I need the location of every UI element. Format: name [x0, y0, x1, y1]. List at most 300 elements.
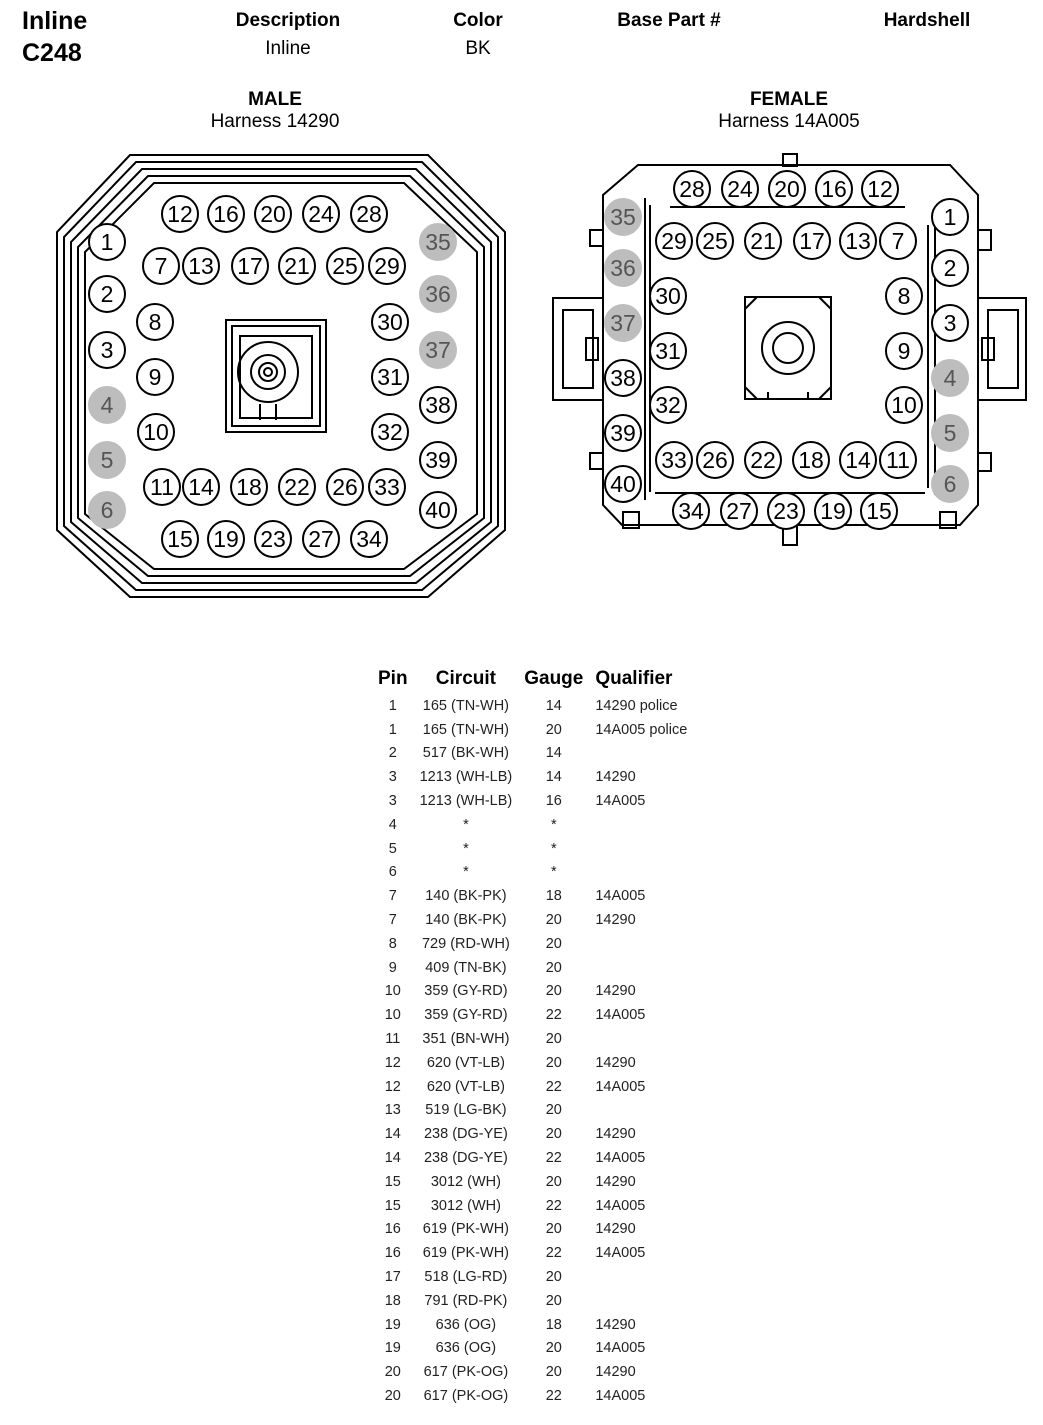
male-pin-label: 37	[425, 337, 451, 363]
male-pin-label: 20	[260, 201, 286, 227]
cell-gauge: 20	[545, 1173, 562, 1190]
pin-column-header: Pin	[378, 668, 408, 689]
cell-gauge: 20	[545, 1126, 562, 1143]
cell-qualifier: 14290	[595, 1364, 636, 1381]
pin-table-header	[372, 668, 693, 694]
female-pin-27	[721, 493, 757, 529]
cell-circuit: 238 (DG-YE)	[423, 1150, 508, 1167]
male-pin-label: 10	[143, 419, 169, 445]
male-pin-label: 7	[154, 253, 168, 279]
male-pins	[89, 196, 456, 557]
table-row	[372, 837, 693, 861]
male-pin-label: 32	[377, 419, 403, 445]
female-pin-label: 17	[799, 228, 825, 254]
connector-code: C248	[22, 39, 82, 67]
female-pin-label: 23	[773, 498, 799, 524]
male-pin-22	[279, 469, 315, 505]
table-row	[372, 1360, 693, 1384]
female-harness: Harness 14A005	[718, 111, 860, 132]
female-pin-1	[932, 199, 968, 235]
cell-pin: 11	[385, 1031, 401, 1048]
cell-qualifier: 14A005	[595, 888, 646, 905]
male-pin-36	[420, 276, 456, 312]
header-base-part-label: Base Part #	[617, 10, 721, 31]
female-pin-40	[605, 466, 641, 502]
male-pin-label: 8	[148, 309, 162, 335]
female-pin-label: 34	[678, 498, 704, 524]
connector-type: Inline	[22, 7, 88, 35]
male-pin-3	[89, 332, 125, 368]
female-pin-label: 4	[943, 365, 957, 391]
female-pin-21	[745, 223, 781, 259]
cell-pin: 6	[388, 864, 397, 881]
cell-gauge: 20	[545, 912, 562, 929]
female-pin-20	[769, 171, 805, 207]
male-pin-label: 21	[284, 253, 310, 279]
table-row	[372, 956, 693, 980]
female-pin-label: 6	[943, 471, 957, 497]
cell-pin: 1	[388, 721, 397, 738]
table-row	[372, 1194, 693, 1218]
female-pin-10	[886, 387, 922, 423]
cell-circuit: 238 (DG-YE)	[423, 1126, 508, 1143]
table-row	[372, 908, 693, 932]
male-harness: Harness 14290	[210, 111, 340, 132]
table-row	[372, 884, 693, 908]
male-pin-33	[369, 469, 405, 505]
male-pin-15	[162, 521, 198, 557]
male-pin-13	[183, 248, 219, 284]
male-pin-label: 4	[100, 392, 114, 418]
female-pin-label: 8	[897, 283, 911, 309]
male-pin-label: 6	[100, 497, 114, 523]
cell-gauge: 20	[545, 1340, 562, 1357]
cell-circuit: 359 (GY-RD)	[424, 1007, 508, 1024]
cell-gauge: 14	[545, 745, 562, 762]
qualifier-column-header: Qualifier	[595, 668, 673, 689]
table-row	[372, 789, 693, 813]
female-pin-label: 12	[867, 176, 893, 202]
male-pin-34	[351, 521, 387, 557]
female-pin-30	[650, 278, 686, 314]
male-pin-20	[255, 196, 291, 232]
male-pin-label: 31	[377, 364, 403, 390]
female-pin-label: 13	[845, 228, 871, 254]
male-pin-28	[351, 196, 387, 232]
male-pin-39	[420, 442, 456, 478]
cell-circuit: 636 (OG)	[435, 1316, 497, 1333]
female-pin-4	[932, 360, 968, 396]
cell-qualifier: 14290	[595, 983, 636, 1000]
female-pin-label: 5	[943, 420, 957, 446]
table-row	[372, 765, 693, 789]
male-pin-label: 9	[148, 364, 162, 390]
cell-circuit: 791 (RD-PK)	[424, 1292, 508, 1309]
male-pin-label: 16	[213, 201, 239, 227]
cell-circuit: 351 (BN-WH)	[422, 1031, 510, 1048]
cell-pin: 18	[384, 1292, 401, 1309]
male-label: MALE	[248, 89, 302, 110]
female-pin-label: 35	[610, 204, 636, 230]
cell-qualifier: 14A005	[595, 1197, 646, 1214]
female-pin-label: 37	[610, 310, 636, 336]
female-pin-label: 20	[774, 176, 800, 202]
table-row	[372, 694, 693, 718]
male-pin-label: 22	[284, 474, 310, 500]
male-pin-11	[144, 469, 180, 505]
table-row	[372, 718, 693, 742]
female-pin-24	[722, 171, 758, 207]
female-pin-38	[605, 360, 641, 396]
cell-qualifier	[589, 813, 693, 837]
female-pin-19	[815, 493, 851, 529]
female-pin-29	[656, 223, 692, 259]
female-pin-label: 33	[661, 447, 687, 473]
female-label: FEMALE	[749, 89, 829, 110]
male-pin-6	[89, 492, 125, 528]
male-pin-23	[255, 521, 291, 557]
cell-qualifier	[589, 837, 693, 861]
female-pin-label: 27	[726, 498, 752, 524]
male-pin-17	[232, 248, 268, 284]
male-pin-1	[89, 224, 125, 260]
cell-pin: 15	[384, 1197, 401, 1214]
female-pin-label: 22	[750, 447, 776, 473]
female-pin-17	[794, 223, 830, 259]
connector-diagrams	[0, 0, 1043, 640]
table-row	[372, 1218, 693, 1242]
cell-gauge: 22	[545, 1150, 562, 1167]
cell-pin: 13	[384, 1102, 401, 1119]
female-pin-label: 21	[750, 228, 776, 254]
female-pin-label: 3	[943, 310, 957, 336]
table-row	[372, 1122, 693, 1146]
male-pin-label: 34	[356, 526, 382, 552]
cell-pin: 14	[384, 1150, 401, 1167]
cell-circuit: 729 (RD-WH)	[421, 935, 510, 952]
female-pin-39	[605, 415, 641, 451]
cell-circuit: 619 (PK-WH)	[422, 1245, 509, 1262]
female-pin-label: 29	[661, 228, 687, 254]
cell-pin: 20	[384, 1364, 401, 1381]
female-pin-23	[768, 493, 804, 529]
female-pin-12	[862, 171, 898, 207]
table-row	[372, 1051, 693, 1075]
male-pin-25	[327, 248, 363, 284]
male-pin-2	[89, 276, 125, 312]
male-pin-8	[137, 304, 173, 340]
cell-pin: 10	[384, 983, 401, 1000]
male-pin-27	[303, 521, 339, 557]
cell-circuit: 3012 (WH)	[430, 1173, 501, 1190]
male-pin-35	[420, 224, 456, 260]
cell-gauge: 18	[545, 888, 562, 905]
cell-pin: 20	[384, 1388, 401, 1404]
cell-pin: 19	[384, 1316, 401, 1333]
cell-qualifier: 14290	[595, 1316, 636, 1333]
gauge-column-header: Gauge	[524, 668, 584, 689]
cell-gauge: 20	[545, 1292, 562, 1309]
cell-pin: 14	[384, 1126, 401, 1143]
cell-qualifier	[589, 932, 693, 956]
male-pin-label: 29	[374, 253, 400, 279]
cell-pin: 3	[388, 769, 397, 786]
female-pin-label: 36	[610, 255, 636, 281]
male-pin-16	[208, 196, 244, 232]
male-pin-label: 25	[332, 253, 358, 279]
male-pin-label: 18	[236, 474, 262, 500]
female-pin-label: 38	[610, 365, 636, 391]
cell-gauge: 20	[545, 983, 562, 1000]
female-pin-label: 32	[655, 392, 681, 418]
female-pin-label: 7	[891, 228, 905, 254]
female-pin-label: 26	[702, 447, 728, 473]
male-pin-label: 1	[100, 229, 114, 255]
cell-qualifier: 14290	[595, 769, 636, 786]
male-pin-31	[372, 359, 408, 395]
female-pin-35	[605, 199, 641, 235]
male-pin-label: 14	[188, 474, 214, 500]
cell-qualifier: 14A005	[595, 793, 646, 810]
female-pin-label: 30	[655, 283, 681, 309]
cell-circuit: 617 (PK-OG)	[423, 1364, 509, 1381]
male-pin-21	[279, 248, 315, 284]
male-pin-label: 28	[356, 201, 382, 227]
header-color-value: BK	[465, 38, 491, 59]
female-pin-label: 25	[702, 228, 728, 254]
cell-circuit: 1213 (WH-LB)	[419, 793, 513, 810]
cell-circuit: 620 (VT-LB)	[426, 1078, 505, 1095]
cell-circuit: 518 (LG-RD)	[424, 1269, 508, 1286]
male-pin-label: 33	[374, 474, 400, 500]
male-pin-label: 13	[188, 253, 214, 279]
female-pin-label: 14	[845, 447, 871, 473]
female-pin-5	[932, 415, 968, 451]
female-pin-33	[656, 442, 692, 478]
female-pin-label: 28	[679, 176, 705, 202]
male-pin-label: 3	[100, 337, 114, 363]
header-hardshell-label: Hardshell	[883, 10, 971, 31]
cell-gauge: 20	[545, 1221, 562, 1238]
cell-circuit: 636 (OG)	[435, 1340, 497, 1357]
cell-gauge: 20	[545, 1054, 562, 1071]
cell-pin: 7	[388, 912, 397, 929]
cell-gauge: 20	[545, 1031, 562, 1048]
cell-circuit: 1213 (WH-LB)	[419, 769, 513, 786]
cell-gauge: 20	[545, 1364, 562, 1381]
cell-qualifier: 14A005	[595, 1007, 646, 1024]
female-pin-label: 16	[821, 176, 847, 202]
cell-qualifier	[589, 861, 693, 885]
cell-qualifier: 14A005	[595, 1388, 646, 1404]
cell-gauge: 20	[545, 1269, 562, 1286]
table-row	[372, 1289, 693, 1313]
cell-pin: 1	[388, 697, 397, 714]
female-pin-18	[793, 442, 829, 478]
pin-table	[372, 668, 693, 1408]
female-pin-label: 10	[891, 392, 917, 418]
cell-circuit: 140 (BK-PK)	[425, 888, 507, 905]
table-row	[372, 980, 693, 1004]
cell-gauge: 18	[545, 1316, 562, 1333]
table-row	[372, 861, 693, 885]
male-pin-38	[420, 387, 456, 423]
female-pin-16	[816, 171, 852, 207]
cell-circuit: 617 (PK-OG)	[423, 1388, 509, 1404]
header-color-label: Color	[453, 10, 503, 31]
table-row	[372, 1337, 693, 1361]
cell-pin: 9	[388, 959, 397, 976]
cell-pin: 12	[384, 1078, 401, 1095]
male-pin-label: 26	[332, 474, 358, 500]
female-pin-8	[886, 278, 922, 314]
table-row	[372, 1170, 693, 1194]
cell-gauge: 20	[545, 721, 562, 738]
male-pin-label: 15	[167, 526, 193, 552]
female-pin-22	[745, 442, 781, 478]
female-pin-25	[697, 223, 733, 259]
cell-gauge: 14	[545, 697, 562, 714]
cell-circuit: 165 (TN-WH)	[422, 697, 509, 714]
table-row	[372, 1003, 693, 1027]
female-pin-3	[932, 305, 968, 341]
table-row	[372, 1313, 693, 1337]
male-pin-10	[138, 414, 174, 450]
table-row	[372, 1146, 693, 1170]
male-pin-24	[303, 196, 339, 232]
female-pin-26	[697, 442, 733, 478]
cell-qualifier	[589, 742, 693, 766]
male-pin-32	[372, 414, 408, 450]
table-row	[372, 932, 693, 956]
cell-gauge: 20	[545, 1102, 562, 1119]
female-pin-label: 15	[866, 498, 892, 524]
female-pin-37	[605, 305, 641, 341]
cell-pin: 2	[388, 745, 397, 762]
female-pin-15	[861, 493, 897, 529]
female-pin-11	[880, 442, 916, 478]
cell-pin: 3	[388, 793, 397, 810]
female-pin-label: 40	[610, 471, 636, 497]
female-pin-14	[840, 442, 876, 478]
table-row	[372, 1027, 693, 1051]
cell-gauge: *	[550, 816, 557, 833]
male-pin-label: 39	[425, 447, 451, 473]
male-pin-label: 36	[425, 281, 451, 307]
cell-qualifier: 14290	[595, 1126, 636, 1143]
male-pin-label: 35	[425, 229, 451, 255]
cell-circuit: 409 (TN-BK)	[425, 959, 507, 976]
female-pin-31	[650, 333, 686, 369]
cell-pin: 10	[384, 1007, 401, 1024]
cell-pin: 12	[384, 1054, 401, 1071]
female-pin-2	[932, 250, 968, 286]
male-pin-9	[137, 359, 173, 395]
male-pin-37	[420, 332, 456, 368]
cell-qualifier: 14290	[595, 1054, 636, 1071]
female-pin-28	[674, 171, 710, 207]
cell-gauge: 22	[545, 1007, 562, 1024]
female-pin-9	[886, 333, 922, 369]
male-pin-label: 24	[308, 201, 334, 227]
male-pin-40	[420, 492, 456, 528]
cell-circuit: 165 (TN-WH)	[422, 721, 509, 738]
cell-qualifier: 14A005 police	[595, 721, 688, 738]
cell-circuit: 140 (BK-PK)	[425, 912, 507, 929]
cell-circuit: 519 (LG-BK)	[425, 1102, 507, 1119]
cell-pin: 7	[388, 888, 397, 905]
table-row	[372, 1384, 693, 1408]
female-pin-label: 39	[610, 420, 636, 446]
cell-circuit: 3012 (WH)	[430, 1197, 501, 1214]
cell-circuit: *	[463, 864, 469, 881]
cell-qualifier: 14290	[595, 912, 636, 929]
female-pin-label: 18	[798, 447, 824, 473]
male-pin-label: 12	[167, 201, 193, 227]
female-pin-32	[650, 387, 686, 423]
female-pin-label: 2	[943, 255, 957, 281]
male-pin-26	[327, 469, 363, 505]
cell-gauge: 22	[545, 1078, 562, 1095]
circuit-column-header: Circuit	[435, 668, 496, 689]
male-pin-label: 40	[425, 497, 451, 523]
male-pin-label: 27	[308, 526, 334, 552]
cell-qualifier	[589, 956, 693, 980]
header-description-value: Inline	[265, 38, 311, 59]
table-row	[372, 1075, 693, 1099]
header-description-label: Description	[235, 10, 341, 31]
male-pin-label: 17	[237, 253, 263, 279]
male-pin-label: 2	[100, 281, 114, 307]
cell-qualifier	[589, 1099, 693, 1123]
male-pin-label: 5	[100, 447, 114, 473]
cell-pin: 8	[388, 935, 397, 952]
cell-qualifier: 14290	[595, 1173, 636, 1190]
cell-qualifier: 14290 police	[595, 697, 678, 714]
female-pin-7	[880, 223, 916, 259]
male-pin-label: 19	[213, 526, 239, 552]
cell-qualifier: 14290	[595, 1221, 636, 1238]
cell-circuit: 620 (VT-LB)	[426, 1054, 505, 1071]
female-pin-label: 1	[943, 204, 957, 230]
female-pin-13	[840, 223, 876, 259]
female-pin-label: 11	[886, 447, 910, 473]
male-pin-7	[143, 248, 179, 284]
female-pin-label: 31	[655, 338, 681, 364]
cell-gauge: 14	[545, 769, 562, 786]
cell-gauge: 20	[545, 935, 562, 952]
table-row	[372, 1241, 693, 1265]
cell-pin: 17	[384, 1269, 401, 1286]
cell-qualifier: 14A005	[595, 1078, 646, 1095]
cell-gauge: 16	[545, 793, 562, 810]
table-row	[372, 1265, 693, 1289]
male-pin-label: 23	[260, 526, 286, 552]
cell-pin: 16	[384, 1221, 401, 1238]
table-row	[372, 1099, 693, 1123]
cell-circuit: 517 (BK-WH)	[422, 745, 509, 762]
cell-pin: 5	[388, 840, 397, 857]
male-pin-12	[162, 196, 198, 232]
female-pin-34	[673, 493, 709, 529]
cell-pin: 16	[384, 1245, 401, 1262]
male-pin-label: 11	[150, 474, 174, 500]
cell-gauge: 20	[545, 959, 562, 976]
cell-circuit: *	[463, 840, 469, 857]
female-pin-label: 9	[897, 338, 911, 364]
male-pin-label: 38	[425, 392, 451, 418]
cell-pin: 4	[388, 816, 397, 833]
